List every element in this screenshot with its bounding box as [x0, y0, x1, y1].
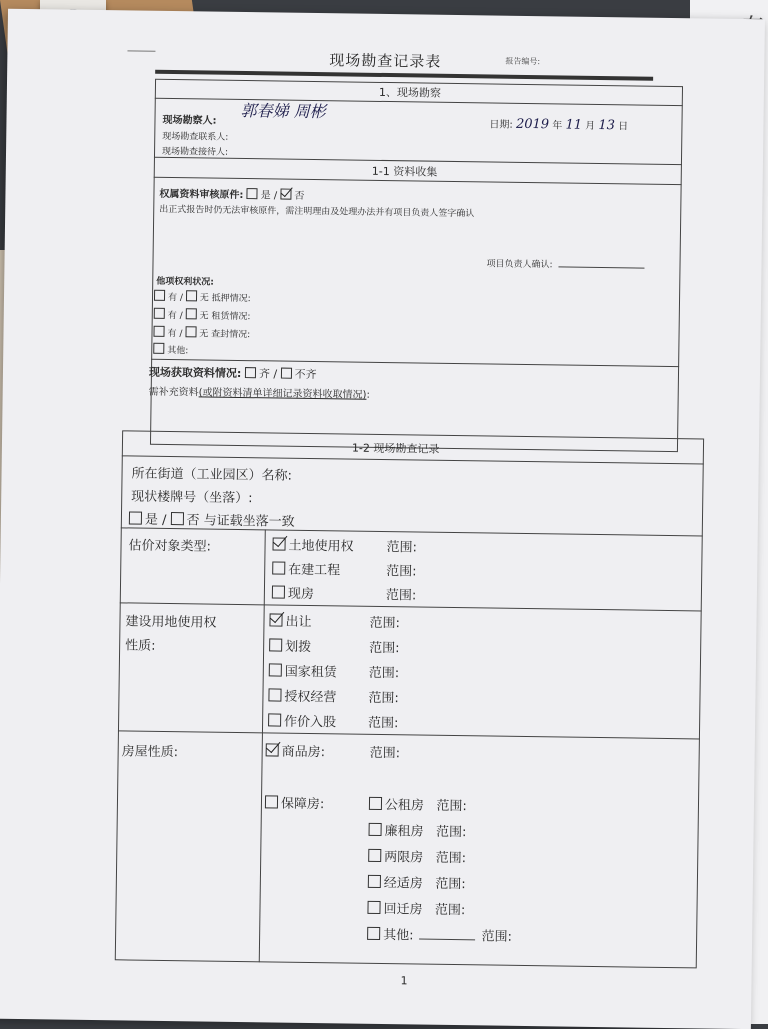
seizure-yes-checkbox[interactable] [153, 326, 164, 337]
range-label: 范围: [481, 929, 513, 945]
ownership-row [159, 185, 304, 202]
range-label: 范围: [435, 850, 467, 867]
manager-confirm-row [486, 256, 644, 271]
ownership-note: 出正式报告时仍无法审核原件，需注明理由及处理办法并有项目负责人签字确认 [159, 204, 475, 220]
supplement-colon: : [366, 389, 370, 401]
option-label: 授权经营 [284, 689, 337, 706]
other-blank-line[interactable] [419, 939, 475, 941]
equity-investment-checkbox[interactable] [268, 713, 281, 726]
yes-label: 有 [167, 310, 177, 322]
option-label: 划拨 [285, 639, 312, 656]
match-text: 与证载坐落一致 [203, 513, 295, 530]
incomplete-label: 不齐 [294, 367, 317, 382]
security-type-label: 廉租房 [384, 824, 424, 840]
range-label: 范围: [435, 876, 466, 893]
public-rental-checkbox[interactable] [369, 797, 382, 810]
option-label: 在建工程 [288, 562, 341, 579]
other-rights-label: 他项权利状况: [156, 276, 214, 288]
manager-confirm-label: 项目负责人确认: [486, 259, 553, 271]
object-type-option[interactable] [272, 534, 353, 554]
date-month: 11 [565, 117, 583, 133]
date-row [489, 115, 628, 133]
commercial-checkbox[interactable] [266, 743, 279, 756]
commercial-label: 商品房: [281, 744, 326, 761]
section-1-2-header: 1-2 现场勘查记录 [351, 441, 440, 456]
object-type-label: 估价对象类型: [128, 538, 212, 555]
no-label: 无 [199, 311, 209, 322]
option-label: 现房 [287, 586, 315, 603]
range-label: 范围: [368, 665, 400, 682]
section-1-1-header: 1-1 资料收集 [371, 164, 438, 179]
obtained-label: 现场获取资料情况: [148, 365, 242, 381]
date-year-unit: 年 [552, 120, 563, 132]
land-right-option[interactable] [269, 635, 311, 655]
ownership-label: 权属资料审核原件: [159, 188, 244, 202]
range-label: 范围: [367, 715, 399, 732]
transfer-checkbox[interactable] [269, 613, 282, 626]
page-title: 现场勘查记录表 [329, 51, 442, 71]
other-rights-checkbox[interactable] [153, 343, 164, 354]
security-type-label: 经适房 [383, 876, 423, 892]
option-label: 国家租赁 [284, 664, 337, 681]
lease-no-checkbox[interactable] [186, 308, 197, 319]
ownership-yes-checkbox[interactable] [247, 188, 258, 199]
yes-label: 有 [167, 328, 177, 340]
security-type-row[interactable] [368, 872, 466, 892]
object-type-option[interactable] [272, 582, 314, 602]
ownership-no-checkbox[interactable] [280, 189, 291, 200]
affordable-checkbox[interactable] [368, 875, 381, 888]
mortgage-no-checkbox[interactable] [186, 290, 197, 301]
object-type-option[interactable] [272, 558, 340, 578]
option-label: 土地使用权 [288, 538, 354, 555]
option-label: 出让 [285, 614, 312, 631]
authorized-operation-checkbox[interactable] [268, 688, 281, 701]
date-month-unit: 月 [585, 120, 596, 132]
land-right-option[interactable] [269, 660, 337, 680]
no-label: 否 [294, 190, 305, 202]
report-number-label: 报告编号: [505, 56, 541, 67]
range-label: 范围: [386, 564, 417, 580]
mortgage-label: 抵押情况: [211, 293, 251, 305]
match-yes-checkbox[interactable] [129, 511, 142, 524]
location-match-row: 是 / 否 与证载坐落一致 [129, 508, 295, 529]
option-label: 作价入股 [283, 714, 337, 731]
range-label: 范围: [435, 824, 467, 841]
rights-row: 有 / 无 查封情况: [153, 326, 250, 340]
security-type-row[interactable] [369, 794, 467, 814]
land-right-label: 建设用地使用权 [125, 614, 217, 631]
range-label: 范围: [369, 615, 400, 632]
other-label: 其他: [383, 928, 414, 944]
other-housing-checkbox[interactable] [367, 927, 380, 940]
inspector-signature: 郭春娣 周彬 [240, 100, 326, 122]
incomplete-checkbox[interactable] [281, 368, 292, 379]
complete-checkbox[interactable] [245, 367, 256, 378]
relocation-checkbox[interactable] [367, 901, 380, 914]
rights-other-row [153, 343, 188, 356]
land-right-option[interactable] [269, 610, 311, 630]
other-label: 其他: [167, 345, 189, 357]
range-label: 范围: [369, 640, 400, 657]
allocation-checkbox[interactable] [269, 638, 282, 651]
house-nature-label: 房屋性质: [121, 744, 179, 761]
security-type-row[interactable] [367, 898, 465, 918]
inspection-form-paper [0, 9, 765, 1029]
low-rent-checkbox[interactable] [369, 823, 382, 836]
range-label: 范围: [436, 798, 467, 815]
no-label: 无 [199, 293, 209, 304]
supplement-label: 需补充资料 [148, 386, 199, 399]
land-right-option[interactable] [268, 710, 336, 730]
date-day-unit: 日 [618, 121, 629, 133]
host-label: 现场勘查接待人: [161, 146, 229, 158]
security-other-row[interactable] [367, 924, 512, 945]
construction-checkbox[interactable] [272, 561, 285, 574]
yes-label: 是 [260, 190, 271, 202]
street-label: 所在街道（工业园区）名称: [131, 466, 293, 484]
yes-label: 是 [144, 512, 159, 528]
security-type-label: 回迁房 [383, 902, 423, 918]
section-1-header: 1、现场勘察 [378, 85, 441, 100]
yes-label: 有 [167, 292, 178, 304]
no-label: 无 [199, 329, 209, 340]
date-year: 2019 [515, 116, 550, 133]
range-label: 范围: [386, 540, 418, 556]
match-no-checkbox[interactable] [171, 512, 184, 525]
rights-row: 有 / 无 抵押情况: [154, 290, 251, 304]
range-label: 范围: [385, 588, 417, 604]
page-number: 1 [400, 974, 408, 988]
security-type-label: 公租房 [384, 798, 425, 814]
supplement-row [149, 383, 370, 401]
price-limited-checkbox[interactable] [368, 849, 381, 862]
land-use-right-checkbox[interactable] [272, 537, 285, 550]
inspector-label: 现场勘察人: [162, 114, 217, 127]
no-label: 否 [186, 513, 200, 529]
obtained-row [149, 364, 317, 382]
security-type-row[interactable] [368, 820, 466, 840]
seizure-label: 查封情况: [211, 329, 251, 341]
range-label: 范围: [434, 902, 466, 919]
state-lease-checkbox[interactable] [269, 663, 282, 676]
land-right-label-2: 性质: [125, 638, 156, 654]
seizure-no-checkbox[interactable] [185, 326, 196, 337]
rights-row: 有 / 无 租赁情况: [154, 308, 251, 322]
security-housing-checkbox[interactable] [265, 795, 278, 808]
security-type-row[interactable] [368, 846, 466, 866]
date-day: 13 [598, 117, 616, 134]
security-label: 保障房: [280, 796, 325, 813]
mortgage-yes-checkbox[interactable] [154, 290, 165, 301]
lease-label: 租赁情况: [211, 311, 251, 323]
range-label: 范围: [369, 745, 401, 762]
existing-house-checkbox[interactable] [272, 585, 285, 598]
corner-dash [127, 50, 155, 51]
manager-signature-line[interactable] [559, 266, 645, 268]
date-label: 日期: [489, 119, 513, 131]
range-label: 范围: [368, 690, 399, 707]
commercial-option[interactable] [266, 740, 326, 760]
lease-yes-checkbox[interactable] [154, 308, 165, 319]
contact-label: 现场勘查联系人: [162, 131, 229, 143]
separator: / [273, 367, 278, 381]
supplement-note: (或附资料清单详细记录资料收取情况) [198, 387, 367, 401]
separator: / [273, 190, 278, 202]
complete-label: 齐 [258, 367, 270, 381]
land-right-option[interactable] [268, 685, 336, 705]
security-type-label: 两限房 [384, 850, 424, 866]
plate-label: 现状楼牌号（坐落）: [131, 489, 253, 507]
security-option[interactable] [265, 792, 325, 812]
